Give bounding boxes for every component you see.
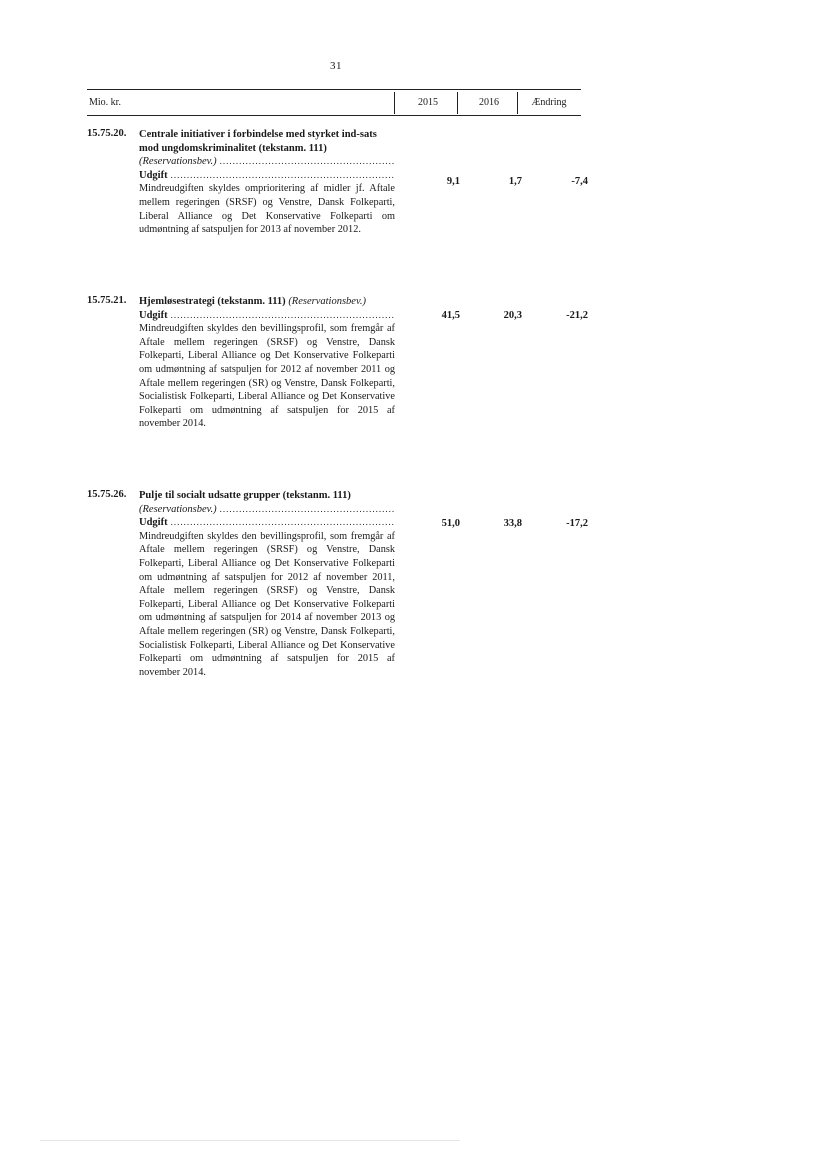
entry-body	[139, 489, 395, 679]
scan-edge-line	[40, 1140, 460, 1141]
entry-number: 15.75.26.	[87, 489, 127, 500]
value-2016: 20,3	[503, 310, 522, 321]
udgift-line	[139, 516, 395, 530]
entry-body	[139, 128, 395, 237]
udgift-label: Udgift	[139, 309, 168, 321]
value-2015: 51,0	[441, 518, 460, 529]
udgift-line	[139, 169, 395, 183]
entry-description: Mindreudgiften skyldes omprioritering af midler jf. Aftale mellem regeringen (SRSF) og Venstre, Dansk Folkeparti, Liberal Alliance og Det Konservative Folkeparti om udmøntning af satspuljen for 2013 af november 2012.	[139, 183, 395, 236]
entry-title: Centrale initiativer i forbindelse med styrket ind-sats mod ungdomskriminalitet (tekstanm. 111)	[139, 129, 377, 154]
reservation-label: (Reservationsbev.)	[139, 156, 217, 168]
unit-label: Mio. kr.	[89, 97, 121, 108]
entry-title: Pulje til socialt udsatte grupper (tekstanm. 111)	[139, 490, 351, 501]
reservation-line	[139, 155, 395, 169]
column-header-2015: 2015	[418, 97, 438, 108]
reservation-label: (Reservationsbev.)	[288, 296, 366, 307]
entry-description: Mindreudgiften skyldes den bevillingsprofil, som fremgår af Aftale mellem regeringen (SRSF) og Venstre, Dansk Folkeparti, Liberal Alliance og Det Konservative Folkeparti om udmøntning af satspuljen for 2012 af november 2011 og Aftale mellem regeringen (SR) og Venstre, Dansk Folkeparti, Socialistisk Folkeparti, Liberal Alliance og Det Konservative Folkeparti om udmøntning af satspuljen for 2015 af november 2014.	[139, 323, 395, 430]
value-change: -21,2	[566, 310, 588, 321]
entry-body	[139, 295, 395, 431]
value-2015: 9,1	[446, 176, 460, 187]
entry-title-line	[139, 295, 395, 309]
entry-number: 15.75.20.	[87, 128, 127, 139]
value-2016: 1,7	[508, 176, 522, 187]
entry-number: 15.75.21.	[87, 295, 127, 306]
column-header-change: Ændring	[531, 97, 567, 108]
value-change: -7,4	[571, 176, 588, 187]
udgift-label: Udgift	[139, 169, 168, 181]
page-number: 31	[330, 60, 342, 72]
column-header-2016: 2016	[479, 97, 499, 108]
udgift-line	[139, 309, 395, 323]
reservation-label: (Reservationsbev.)	[139, 503, 217, 515]
entry-title: Hjemløsestrategi (tekstanm. 111)	[139, 296, 286, 307]
value-2015: 41,5	[441, 310, 460, 321]
entry-description: Mindreudgiften skyldes den bevillingsprofil, som fremgår af Aftale mellem regeringen (SRSF) og Venstre, Dansk Folkeparti, Liberal Alliance og Det Konservative Folkeparti om udmøntning af satspuljen for 2012 af november 2011, Aftale mellem regeringen (SRSF) og Venstre, Dansk Folkeparti, Liberal Alliance og Det Konservative Folkeparti om udmøntning af satspuljen for 2014 af november 2013 og Aftale mellem regeringen (SR) og Venstre, Dansk Folkeparti, Socialistisk Folkeparti, Liberal Alliance og Det Konservative Folkeparti om udmøntning af satspuljen for 2015 af november 2014.	[139, 530, 395, 678]
udgift-label: Udgift	[139, 517, 168, 529]
reservation-line	[139, 503, 395, 517]
value-2016: 33,8	[503, 518, 522, 529]
table-header	[87, 89, 581, 116]
value-change: -17,2	[566, 518, 588, 529]
